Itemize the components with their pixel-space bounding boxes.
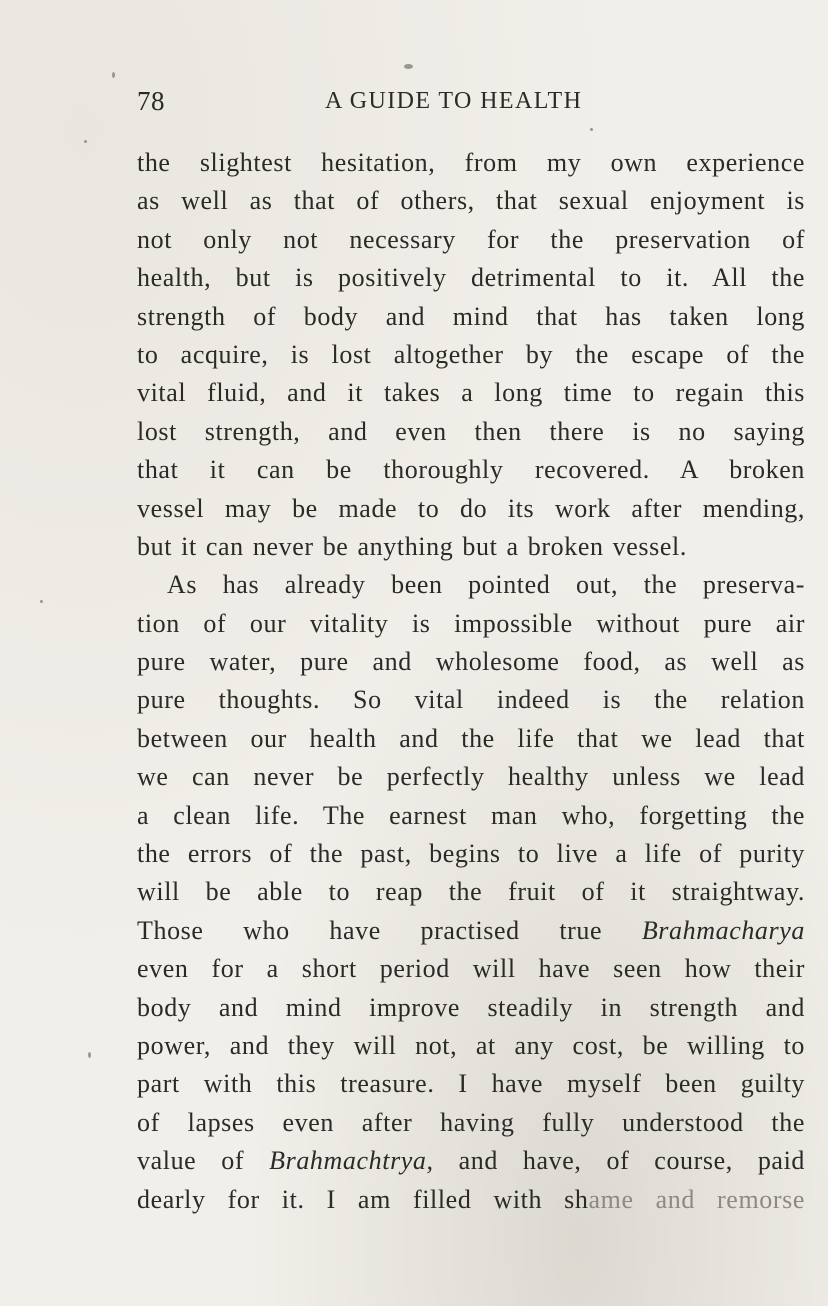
text-run: value of bbox=[137, 1146, 270, 1176]
text-line: the slightest hesitation, from my own experience bbox=[137, 148, 805, 177]
italic-term: Brahmachtrya, bbox=[269, 1146, 434, 1176]
page-number: 78 bbox=[137, 86, 165, 116]
text-line: tion of our vitality is impossible without pure air bbox=[137, 608, 805, 638]
text-line-faded bbox=[137, 1181, 805, 1219]
body-text bbox=[137, 144, 805, 1219]
text-line: will be able to reap the fruit of it straightway. bbox=[137, 877, 805, 907]
paragraph-start-line: As has already been pointed out, the preserva- bbox=[167, 570, 805, 600]
text-line: that it can be thoroughly recovered. A broken bbox=[137, 455, 805, 485]
text-run: dearly for it. I am filled with sh bbox=[137, 1184, 589, 1214]
text-line: as well as that of others, that sexual enjoyment is bbox=[137, 186, 805, 216]
italic-term: Brahmacharya bbox=[641, 915, 805, 945]
text-line: of lapses even after having fully understood the bbox=[137, 1107, 805, 1137]
text-line: lost strength, and even then there is no saying bbox=[137, 416, 805, 446]
text-line: to acquire, is lost altogether by the escape of the bbox=[137, 339, 805, 369]
ink-speck bbox=[590, 128, 593, 131]
text-line: pure thoughts. So vital indeed is the relation bbox=[137, 685, 805, 715]
text-line: the errors of the past, begins to live a life of purity bbox=[137, 839, 805, 869]
text-line: a clean life. The earnest man who, forgetting the bbox=[137, 800, 805, 830]
text-line: but it can never be anything but a broken vessel. bbox=[137, 531, 687, 561]
text-line: strength of body and mind that has taken long bbox=[137, 301, 805, 331]
text-run: and have, of course, paid bbox=[433, 1146, 805, 1176]
ink-speck bbox=[84, 140, 87, 143]
text-line: between our health and the life that we lead that bbox=[137, 723, 805, 753]
ink-speck bbox=[112, 72, 115, 78]
text-line: body and mind improve steadily in strength and bbox=[137, 992, 805, 1022]
faded-text-run: ame and remorse bbox=[588, 1184, 805, 1214]
text-line: part with this treasure. I have myself been guilty bbox=[137, 1069, 805, 1099]
text-line: pure water, pure and wholesome food, as well as bbox=[137, 647, 805, 677]
text-line: health, but is positively detrimental to it. All the bbox=[137, 263, 805, 293]
text-line: we can never be perfectly healthy unless we lead bbox=[137, 762, 805, 792]
ink-speck bbox=[404, 64, 413, 69]
ink-speck bbox=[88, 1052, 91, 1058]
text-line: even for a short period will have seen how their bbox=[137, 954, 805, 984]
text-line-with-italic bbox=[137, 1142, 805, 1180]
ink-speck bbox=[40, 600, 43, 603]
running-head: A GUIDE TO HEALTH bbox=[325, 88, 583, 114]
text-line: vital fluid, and it takes a long time to regain this bbox=[137, 378, 805, 408]
text-run: Those who have practised true bbox=[137, 915, 642, 945]
page-header bbox=[137, 86, 817, 122]
text-line: not only not necessary for the preservation of bbox=[137, 224, 805, 254]
text-line: power, and they will not, at any cost, be willing to bbox=[137, 1030, 805, 1060]
text-line: vessel may be made to do its work after mending, bbox=[137, 493, 805, 523]
text-line-with-italic bbox=[137, 912, 805, 950]
